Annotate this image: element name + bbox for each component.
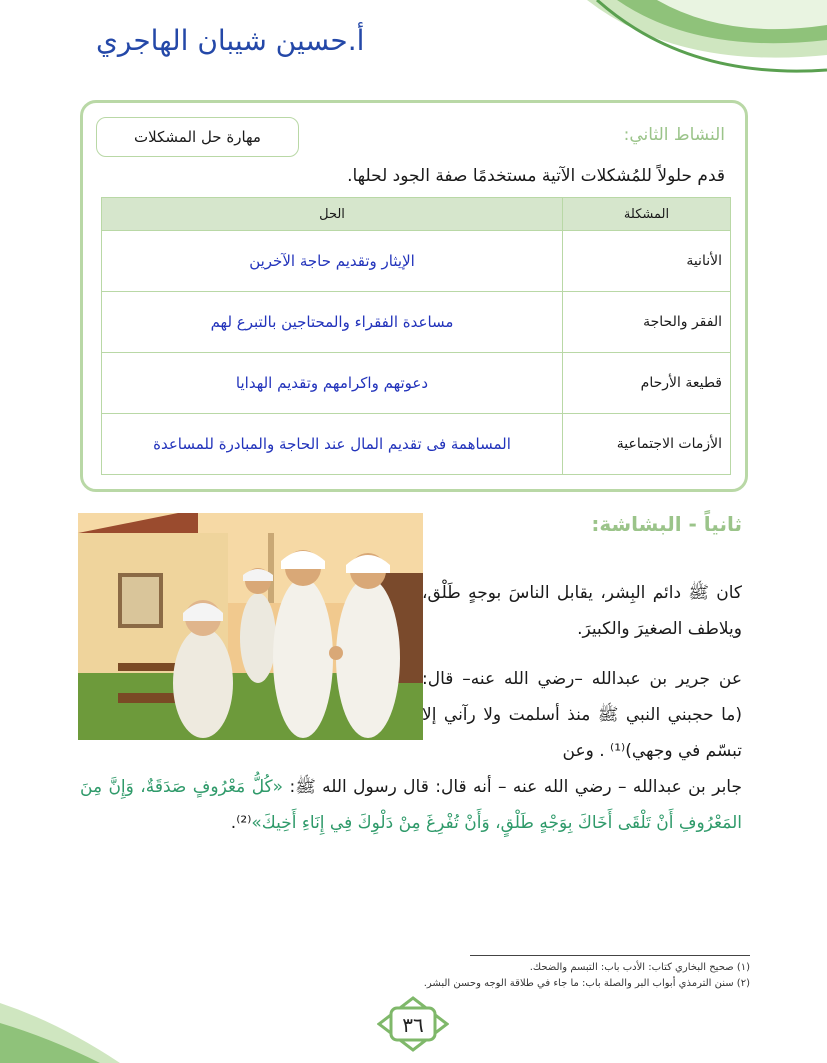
- solution-cell: مساعدة الفقراء والمحتاجين بالتبرع لهم: [102, 292, 563, 353]
- table-row: [102, 353, 731, 414]
- hadith-text: «كُلُّ مَعْرُوفٍ صَدَقَةٌ، وَإِنَّ مِنَ المَعْرُوفِ أَنْ تَلْقَى أَخَاكَ بِوَجْهٍ طَلْقٍ، وَأَنْ تُفْرِغَ مِنْ دَلْوِكَ فِي إِنَاءِ أَخِيكَ»: [80, 777, 742, 833]
- greeting-illustration: [78, 513, 423, 740]
- table-header-row: [102, 198, 731, 231]
- problem-cell: قطيعة الأرحام: [563, 353, 731, 414]
- footnote: (٢) سنن الترمذي أبواب البر والصلة باب: ما جاء في طلاقة الوجه وحسن البشر.: [423, 978, 750, 989]
- paragraph: كان ﷺ دائم البِشر، يقابل الناسَ بوجهٍ طَلْق، ويلاطف الصغيرَ والكبيرَ.: [422, 583, 742, 639]
- table-row: [102, 292, 731, 353]
- table-row: [102, 231, 731, 292]
- problem-cell: الأزمات الاجتماعية: [563, 414, 731, 475]
- author-name: أ.حسين شيبان الهاجري: [96, 24, 365, 57]
- paragraph-hadith: [80, 769, 742, 841]
- narrator-text: جابر بن عبدالله – رضي الله عنه – أنه قال: قال رسول الله ﷺ:: [283, 777, 742, 797]
- footnote: (١) صحيح البخاري كتاب: الأدب باب: التبسم والضحك.: [529, 962, 750, 973]
- solution-cell: الإيثار وتقديم حاجة الآخرين: [102, 231, 563, 292]
- activity-box: [80, 100, 748, 492]
- activity-title: النشاط الثاني:: [623, 125, 725, 145]
- column-header-solution: الحل: [102, 198, 563, 231]
- section-title: ثانياً - البشاشة:: [591, 512, 742, 536]
- solution-cell: دعوتهم واكرامهم وتقديم الهدايا: [102, 353, 563, 414]
- problem-cell: الفقر والحاجة: [563, 292, 731, 353]
- table-row: [102, 414, 731, 475]
- header-decoration: [527, 0, 827, 90]
- skill-badge: مهارة حل المشكلات: [96, 117, 299, 157]
- column-header-problem: المشكلة: [563, 198, 731, 231]
- activity-instruction: قدم حلولاً للمُشكلات الآتية مستخدمًا صفة الجود لحلها.: [347, 166, 725, 186]
- page-number: ٣٦: [402, 1013, 424, 1037]
- footnote-ref: ⁽²⁾.: [230, 813, 252, 833]
- footer-decoration: [0, 973, 120, 1063]
- paragraph: عن جرير بن عبدالله –رضي الله عنه– قال: (ما حجبني النبي ﷺ منذ أسلمت ولا رآني إلا تبسّم في وجهي)⁽¹⁾ . وعن: [422, 669, 742, 761]
- page-number-badge: [377, 996, 449, 1052]
- footnote-divider: [470, 955, 750, 956]
- problems-table: [101, 197, 731, 475]
- solution-cell: المساهمة فى تقديم المال عند الحاجة والمبادرة للمساعدة: [102, 414, 563, 475]
- problem-cell: الأنانية: [563, 231, 731, 292]
